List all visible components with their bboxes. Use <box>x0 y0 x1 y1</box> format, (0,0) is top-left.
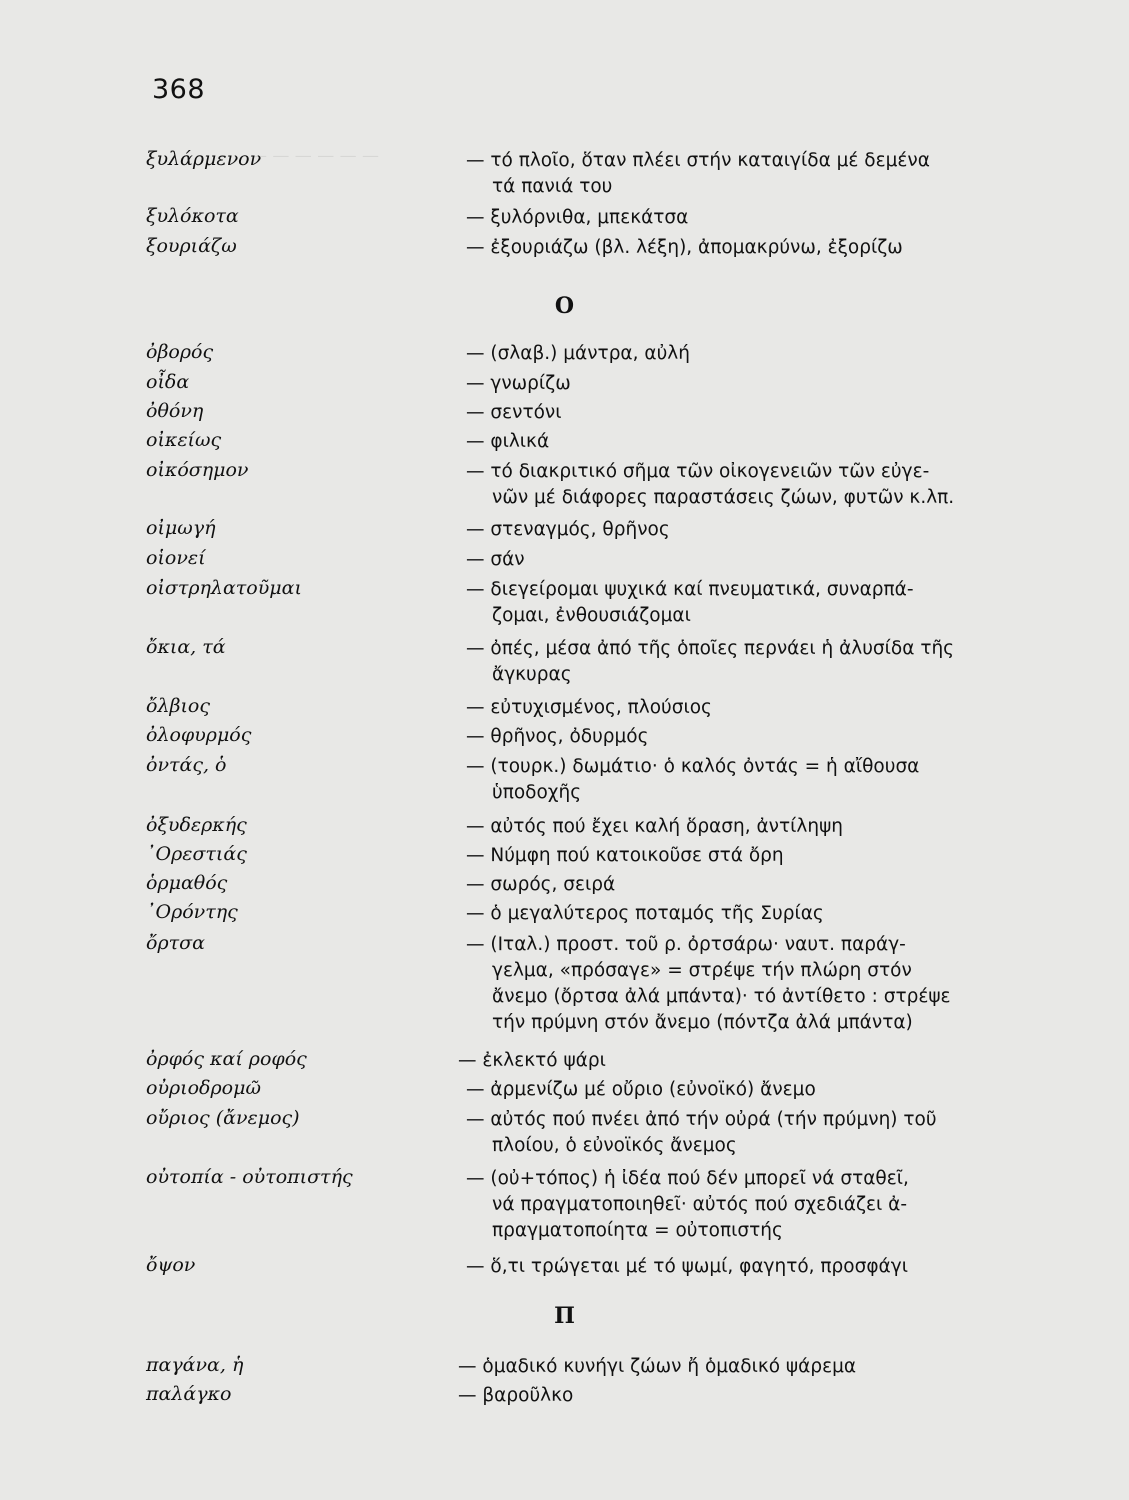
entry-term: ὀρφός καί ροφός <box>146 1048 307 1070</box>
definition-line: ὑποδοχῆς <box>492 782 582 803</box>
entry-definition <box>466 932 994 1036</box>
definition-line: — σάν <box>466 549 525 570</box>
entry-definition <box>466 901 994 927</box>
definition-line: ἄνεμο (ὄρτσα ἀλά μπάντα)· τό ἀντίθετο : στρέψε <box>492 986 951 1007</box>
definition-line: — (σλαβ.) μάντρα, αὐλή <box>466 343 690 364</box>
entry-definition <box>466 1166 994 1244</box>
entry-term: ὄλβιος <box>146 695 210 717</box>
section-letter-pi: Π <box>554 1303 575 1329</box>
entry-term: ᾿Ορεστιάς <box>146 843 247 865</box>
definition-line: — τό πλοῖο, ὅταν πλέει στήν καταιγίδα μέ δεμένα <box>466 150 930 171</box>
definition-line: πραγματοποίητα = οὐτοπιστής <box>492 1220 783 1241</box>
entry-term: οὐριοδρομῶ <box>146 1077 261 1099</box>
entry-term: ὀθόνη <box>146 400 204 422</box>
definition-line: — αὐτός πού πνέει ἀπό τήν οὐρά (τήν πρύμνη) τοῦ <box>466 1109 937 1130</box>
entry-definition <box>466 1077 994 1103</box>
entry-term: ξυλόκοτα <box>146 205 239 227</box>
entry-definition <box>466 814 994 840</box>
entry-definition <box>466 636 994 688</box>
definition-line: — σωρός, σειρά <box>466 874 616 895</box>
entry-term: παλάγκο <box>146 1383 232 1405</box>
entry-definition <box>466 459 994 511</box>
definition-line: τήν πρύμνη στόν ἄνεμο (πόντζα ἀλά μπάντα) <box>492 1012 913 1033</box>
entry-term: ὀβορός <box>146 341 214 363</box>
entry-definition <box>466 371 994 397</box>
entry-definition <box>466 341 994 367</box>
definition-line: νῶν μέ διάφορες παραστάσεις ζώων, φυτῶν κ.λπ. <box>492 487 955 508</box>
definition-line: πλοίου, ὁ εὐνοϊκός ἄνεμος <box>492 1135 737 1156</box>
definition-line: — ἀρμενίζω μέ οὔριο (εὐνοϊκό) ἄνεμο <box>466 1079 816 1100</box>
entry-definition <box>466 724 994 750</box>
definition-line: — ἐξουριάζω (βλ. λέξη), ἀπομακρύνω, ἐξορίζω <box>466 237 903 258</box>
entry-term: παγάνα, ἡ <box>146 1354 244 1376</box>
entry-definition <box>466 577 994 629</box>
definition-line: γελμα, «πρόσαγε» = στρέψε τήν πλώρη στόν <box>492 960 912 981</box>
entry-definition <box>466 400 994 426</box>
entry-term: οὔριος (ἄνεμος) <box>146 1107 300 1129</box>
entry-definition <box>466 695 994 721</box>
entry-definition <box>466 1107 994 1159</box>
definition-line: — εὐτυχισμένος, πλούσιος <box>466 697 712 718</box>
entry-term: ὁρμαθός <box>146 872 228 894</box>
page-number: 368 <box>152 74 206 105</box>
entry-term: ξουριάζω <box>146 235 237 257</box>
entry-term: οὐτοπία - οὐτοπιστής <box>146 1166 353 1188</box>
entry-term: οἰστρηλατοῦμαι <box>146 577 302 599</box>
entry-definition <box>466 872 994 898</box>
entry-term: ᾿Ορόντης <box>146 901 238 923</box>
definition-line: — στεναγμός, θρῆνος <box>466 519 670 540</box>
definition-line: — γνωρίζω <box>466 373 571 394</box>
definition-line: — Νύμφη πού κατοικοῦσε στά ὄρη <box>466 845 784 866</box>
show-through-decoration: — — — — — — <box>250 146 380 166</box>
definition-line: — θρῆνος, ὀδυρμός <box>466 726 649 747</box>
entry-term: ὀξυδερκής <box>146 814 247 836</box>
definition-line: — ξυλόρνιθα, μπεκάτσα <box>466 207 689 228</box>
definition-line: — ἐκλεκτό ψάρι <box>458 1050 606 1071</box>
entry-term: ὀντάς, ὁ <box>146 754 227 776</box>
definition-line: — αὐτός πού ἔχει καλή ὅραση, ἀντίληψη <box>466 816 843 837</box>
entry-term: ὀλοφυρμός <box>146 724 252 746</box>
definition-line: — (Ιταλ.) προστ. τοῦ ρ. ὀρτσάρω· ναυτ. παράγ- <box>466 934 906 955</box>
entry-definition <box>466 205 994 231</box>
entry-definition <box>466 148 994 200</box>
entry-definition <box>466 1254 994 1280</box>
definition-line: — διεγείρομαι ψυχικά καί πνευματικά, συναρπά- <box>466 579 914 600</box>
entry-definition <box>458 1048 986 1074</box>
entry-definition <box>466 843 994 869</box>
definition-line: — σεντόνι <box>466 402 562 423</box>
definition-line: — ὅ,τι τρώγεται μέ τό ψωμί, φαγητό, προσφάγι <box>466 1256 908 1277</box>
entry-term: ὄρτσα <box>146 932 205 954</box>
entry-definition <box>458 1383 986 1409</box>
entry-term: οἰκόσημον <box>146 459 249 481</box>
entry-definition <box>466 754 994 806</box>
entry-term: οἰμωγή <box>146 517 216 539</box>
entry-definition <box>458 1354 986 1380</box>
definition-line: — βαροῦλκο <box>458 1385 574 1406</box>
entry-definition <box>466 235 994 261</box>
definition-line: τά πανιά του <box>492 176 613 197</box>
entry-term: ὄκια, τά <box>146 636 226 658</box>
entry-term: οἱονεί <box>146 547 206 569</box>
definition-line: — ὁμαδικό κυνήγι ζώων ἤ ὁμαδικό ψάρεμα <box>458 1356 857 1377</box>
definition-line: — φιλικά <box>466 431 550 452</box>
section-letter-o: Ο <box>554 293 575 319</box>
definition-line: — τό διακριτικό σῆμα τῶν οἰκογενειῶν τῶν εὐγε- <box>466 461 930 482</box>
entry-term: ξυλάρμενον <box>146 148 262 170</box>
definition-line: νά πραγματοποιηθεῖ· αὐτός πού σχεδιάζει ἀ- <box>492 1194 908 1215</box>
entry-term: οἰκείως <box>146 429 222 451</box>
definition-line: — (οὐ+τόπος) ἡ ἰδέα πού δέν μπορεῖ νά σταθεῖ, <box>466 1168 909 1189</box>
definition-line: — (τουρκ.) δωμάτιο· ὁ καλός ὀντάς = ἡ αἴθουσα <box>466 756 920 777</box>
definition-line: ἄγκυρας <box>492 664 572 685</box>
definition-line: — ὀπές, μέσα ἀπό τῆς ὁποῖες περνάει ἡ ἀλυσίδα τῆς <box>466 638 955 659</box>
entry-definition <box>466 429 994 455</box>
entry-term: ὄψον <box>146 1254 196 1276</box>
definition-line: — ὁ μεγαλύτερος ποταμός τῆς Συρίας <box>466 903 824 924</box>
entry-term: οἶδα <box>146 371 190 393</box>
definition-line: ζομαι, ἐνθουσιάζομαι <box>492 605 691 626</box>
entry-definition <box>466 517 994 543</box>
entry-definition <box>466 547 994 573</box>
